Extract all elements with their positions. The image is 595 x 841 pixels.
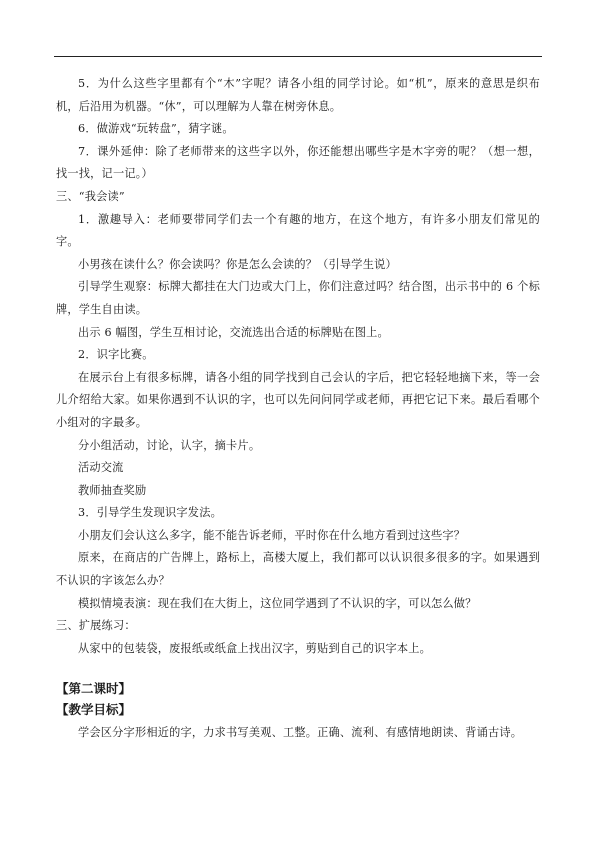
paragraph: 引导学生观察：标牌大都挂在大门边或大门上，你们注意过吗？结合图，出示书中的 6 个标牌，学生自由读。 xyxy=(56,280,540,316)
header-rule xyxy=(54,56,542,57)
paragraph: 小朋友们会认这么多字，能不能告诉老师，平时你在什么地方看到过这些字？ xyxy=(78,528,466,542)
paragraph: 3．引导学生发现识字发法。 xyxy=(78,506,222,520)
section-title: 三、“我会读” xyxy=(56,189,125,203)
paragraph: 1．激趣导入：老师要带同学们去一个有趣的地方，在这个地方，有许多小朋友们常见的字。 xyxy=(56,212,540,249)
paragraph: 5．为什么这些字里都有个“木”字呢？请各小组的同学讨论。如“机”，原来的意思是织布机，后沿用为机器。“休”，可以理解为人靠在树旁休息。 xyxy=(56,77,540,113)
paragraph: 小男孩在读什么？你会读吗？你是怎么会读的？（引导学生说） xyxy=(78,257,397,271)
paragraph: 6．做游戏“玩转盘”，猜字谜。 xyxy=(78,122,234,136)
paragraph: 从家中的包装袋，废报纸或纸盒上找出汉字，剪贴到自己的识字本上。 xyxy=(78,641,432,655)
teaching-goals-heading: 【教学目标】 xyxy=(56,702,132,718)
paragraph: 2．识字比赛。 xyxy=(78,348,154,362)
lesson-period-heading: 【第二课时】 xyxy=(56,681,132,697)
document-body xyxy=(56,73,540,745)
paragraph: 教师抽查奖励 xyxy=(78,483,147,497)
paragraph: 分小组活动，讨论，认字，摘卡片。 xyxy=(78,438,261,452)
spacer xyxy=(56,660,540,678)
paragraph: 学会区分字形相近的字，力求书写美观、工整。正确、流利、有感情地朗读、背诵古诗。 xyxy=(78,726,523,740)
paragraph: 活动交流 xyxy=(78,461,124,475)
paragraph: 原来，在商店的广告牌上，路标上，高楼大厦上，我们都可以认识很多很多的字。如果遇到不认识的字该怎么办？ xyxy=(56,551,540,588)
paragraph: 出示 6 幅图，学生互相讨论，交流选出合适的标牌贴在图上。 xyxy=(78,325,389,339)
paragraph: 在展示台上有很多标牌，请各小组的同学找到自己会认的字后，把它轻轻地摘下来，等一会儿介绍给大家。如果你遇到不认识的字，也可以先问问同学或老师，再把它记下来。最后看哪个小组对的字最多。 xyxy=(56,370,540,429)
paragraph: 7．课外延伸：除了老师带来的这些字以外，你还能想出哪些字是木字旁的呢？（想一想，找一找，记一记。） xyxy=(56,144,540,181)
paragraph: 模拟情境表演：现在我们在大街上，这位同学遇到了不认识的字，可以怎么做？ xyxy=(78,596,477,610)
section-title: 三、扩展练习： xyxy=(56,619,136,633)
